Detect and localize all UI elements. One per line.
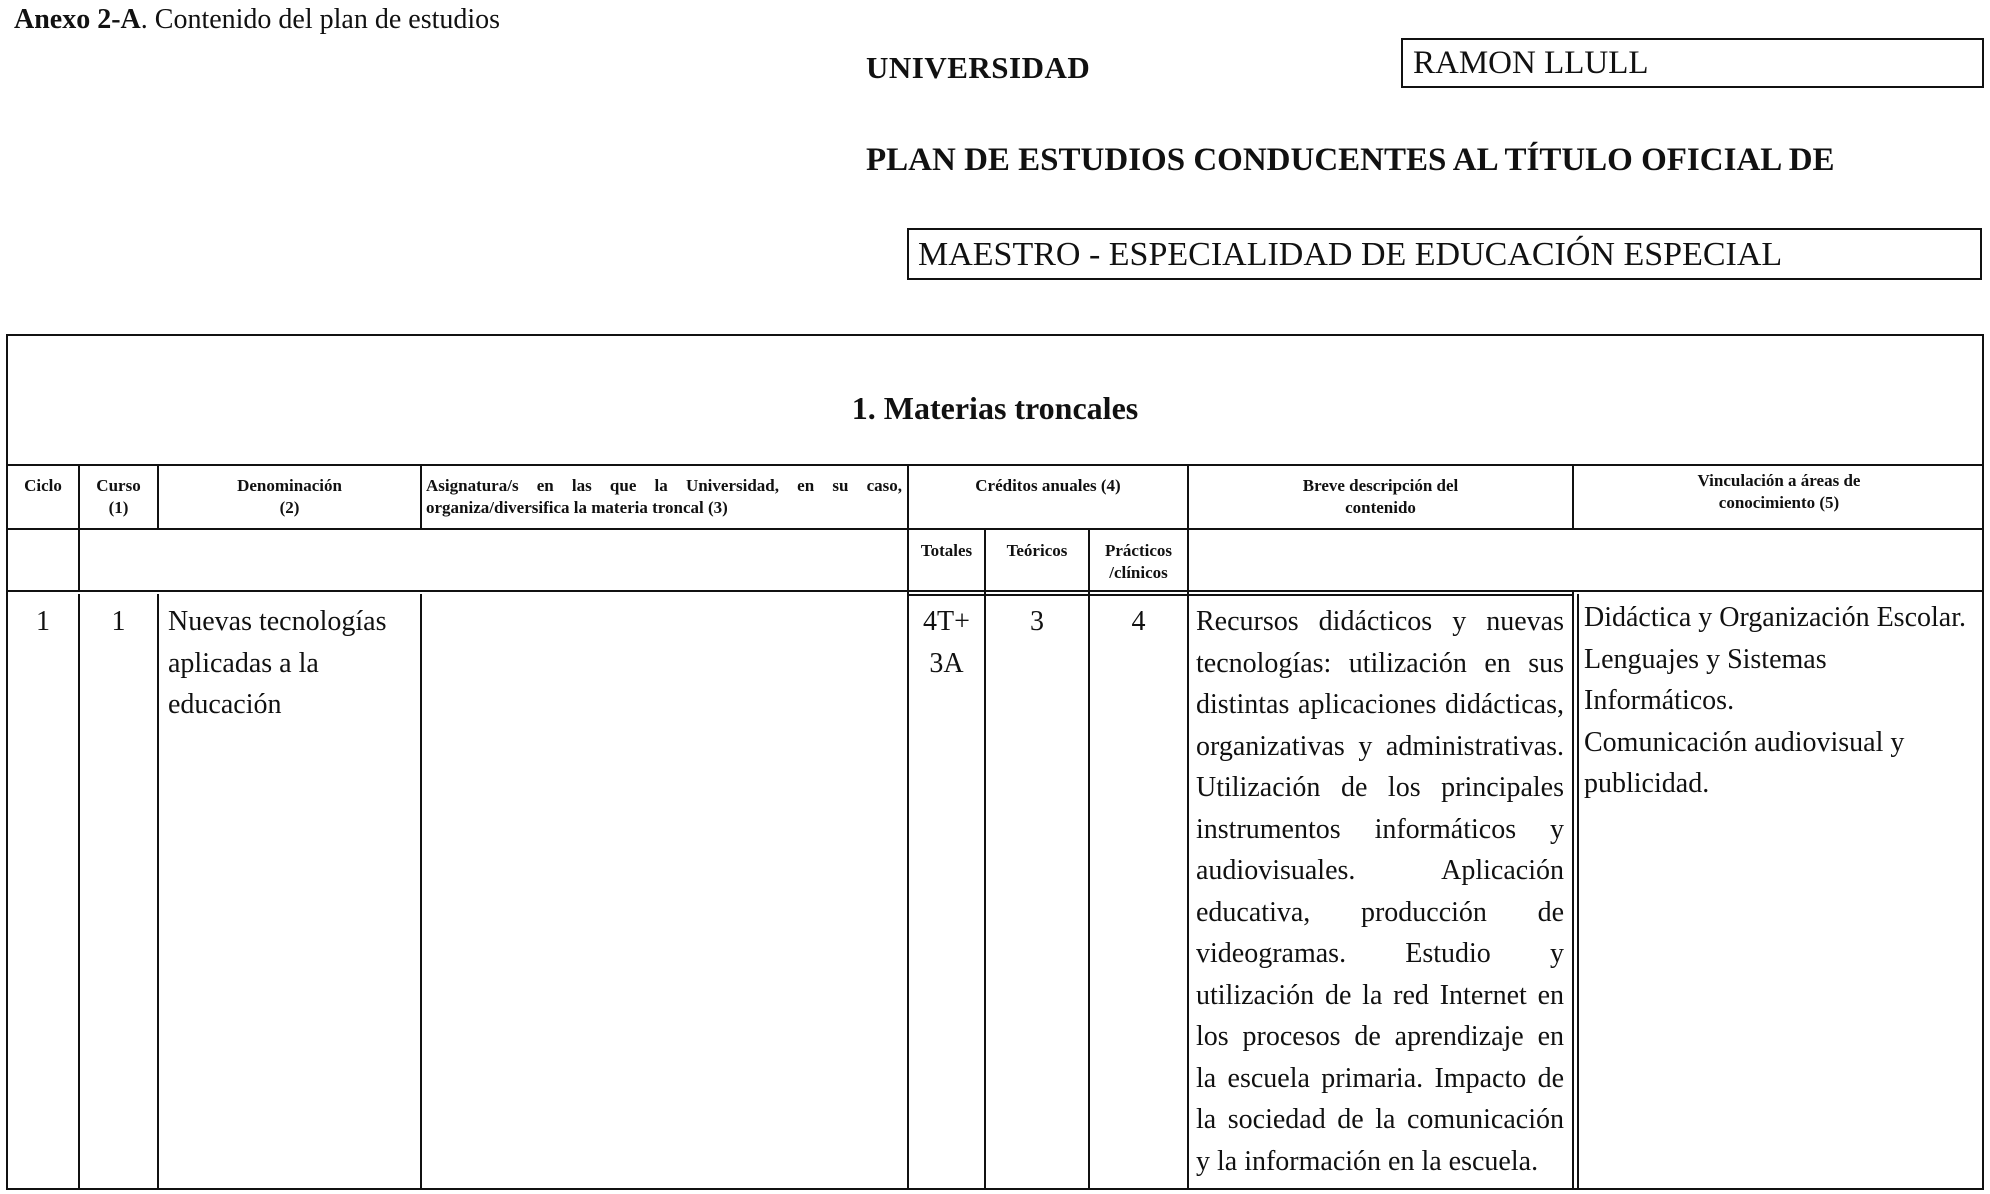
row-vinculacion-line: Didáctica y Organización Escolar. [1584,602,1966,633]
row-teoricos: 3 [1030,606,1044,637]
col-header-curso [80,475,157,519]
annex-title [14,4,500,36]
row-totales-line: 4T+ [923,606,970,637]
col-rule-3b [420,594,422,1190]
col-header-asignaturas [426,475,902,519]
col-header-vinculacion [1574,470,1984,514]
row-practicos: 4 [1131,606,1146,637]
col-header-descripcion-line2: contenido [1345,498,1416,517]
col-header-practicos-line1: Prácticos [1104,541,1173,560]
university-name-box: RAMON LLULL [1401,38,1984,88]
row-descripcion-line: Utilización de los principales [1196,772,1564,803]
annex-label: Anexo 2-A [14,4,141,35]
col-header-descripcion [1189,475,1572,519]
col-rule-2b [157,594,159,1190]
col-header-ciclo: Ciclo [24,476,62,495]
col-header-denominacion-line1: Denominación [237,476,342,495]
col-rule-4 [907,464,909,1190]
description-bottom-rule [1187,594,1572,596]
row-curso: 1 [111,606,126,637]
row-descripcion-line: organizativas y administrativas. [1196,730,1564,762]
col-rule-1b [78,594,80,1190]
university-label: UNIVERSIDAD [866,50,1091,85]
row-descripcion-line: videogramas. Estudio y [1196,938,1564,969]
row-denominacion-line: educación [168,689,282,720]
header-middle-rule [6,528,1984,530]
row-vinculacion-line: publicidad. [1584,768,1710,799]
col-header-teoricos: Teóricos [1006,541,1068,560]
row-ciclo: 1 [36,606,50,637]
col-rule-8b [1572,590,1574,1190]
row-totales [909,601,984,684]
row-descripcion-line: tecnologías: utilización en sus [1196,647,1564,679]
col-header-denominacion [159,475,420,519]
row-descripcion-line: educativa, producción de [1196,896,1564,928]
plan-title: PLAN DE ESTUDIOS CONDUCENTES AL TÍTULO OFICIAL DE [866,142,1835,178]
row-denominacion [168,601,418,726]
annex-caption: . Contenido del plan de estudios [140,4,501,35]
col-header-curso-line2: (1) [108,498,129,517]
col-header-descripcion-line1: Breve descripción del [1302,476,1459,495]
row-descripcion-line: y la información en la escuela. [1196,1145,1539,1177]
row-descripcion-line: los procesos de aprendizaje en [1196,1021,1564,1052]
col-header-practicos [1090,540,1187,584]
row-denominacion-line: aplicadas a la [168,647,319,679]
section-title: 1. Materias troncales [851,390,1139,426]
row-totales-line: 3A [929,647,964,679]
row-denominacion-line: Nuevas tecnologías [168,606,387,637]
col-header-creditos: Créditos anuales (4) [975,476,1121,495]
row-vinculacion-line: Informáticos. [1584,685,1735,716]
col-header-asignaturas-line1: Asignatura/s en las que la Universidad, en su caso, [426,476,902,495]
row-vinculacion-line: Lenguajes y Sistemas [1584,643,1827,675]
row-descripcion [1196,601,1564,1182]
col-rule-8c [1577,594,1579,1190]
row-vinculacion [1584,597,1982,805]
row-descripcion-line: audiovisuales. Aplicación [1196,855,1564,886]
header-top-rule [6,464,1984,466]
row-descripcion-line: utilización de la red Internet en [1196,979,1564,1011]
col-header-asignaturas-line2: organiza/diversifica la materia troncal (3) [426,498,728,517]
col-header-practicos-line2: /clínicos [1109,563,1168,582]
row-descripcion-line: instrumentos informáticos y [1196,813,1564,845]
degree-name-box: MAESTRO - ESPECIALIDAD DE EDUCACIÓN ESPECIAL [907,228,1982,280]
header-bottom-rule [6,590,1984,592]
row-descripcion-line: la sociedad de la comunicación [1196,1104,1564,1135]
col-header-denominacion-line2: (2) [279,498,300,517]
col-rule-3 [420,464,422,528]
row-descripcion-line: Recursos didácticos y nuevas [1196,606,1564,637]
row-descripcion-line: la escuela primaria. Impacto de [1196,1062,1564,1094]
col-header-vinculacion-line2: conocimiento (5) [1718,493,1840,512]
credits-bottom-rule [907,594,1187,596]
col-header-vinculacion-line1: Vinculación a áreas de [1697,471,1861,490]
row-descripcion-line: distintas aplicaciones didácticas, [1196,689,1564,720]
row-vinculacion-line: Comunicación audiovisual y [1584,726,1905,758]
col-header-totales: Totales [920,541,973,560]
col-header-curso-line1: Curso [96,476,141,495]
col-rule-7 [1187,464,1189,1190]
